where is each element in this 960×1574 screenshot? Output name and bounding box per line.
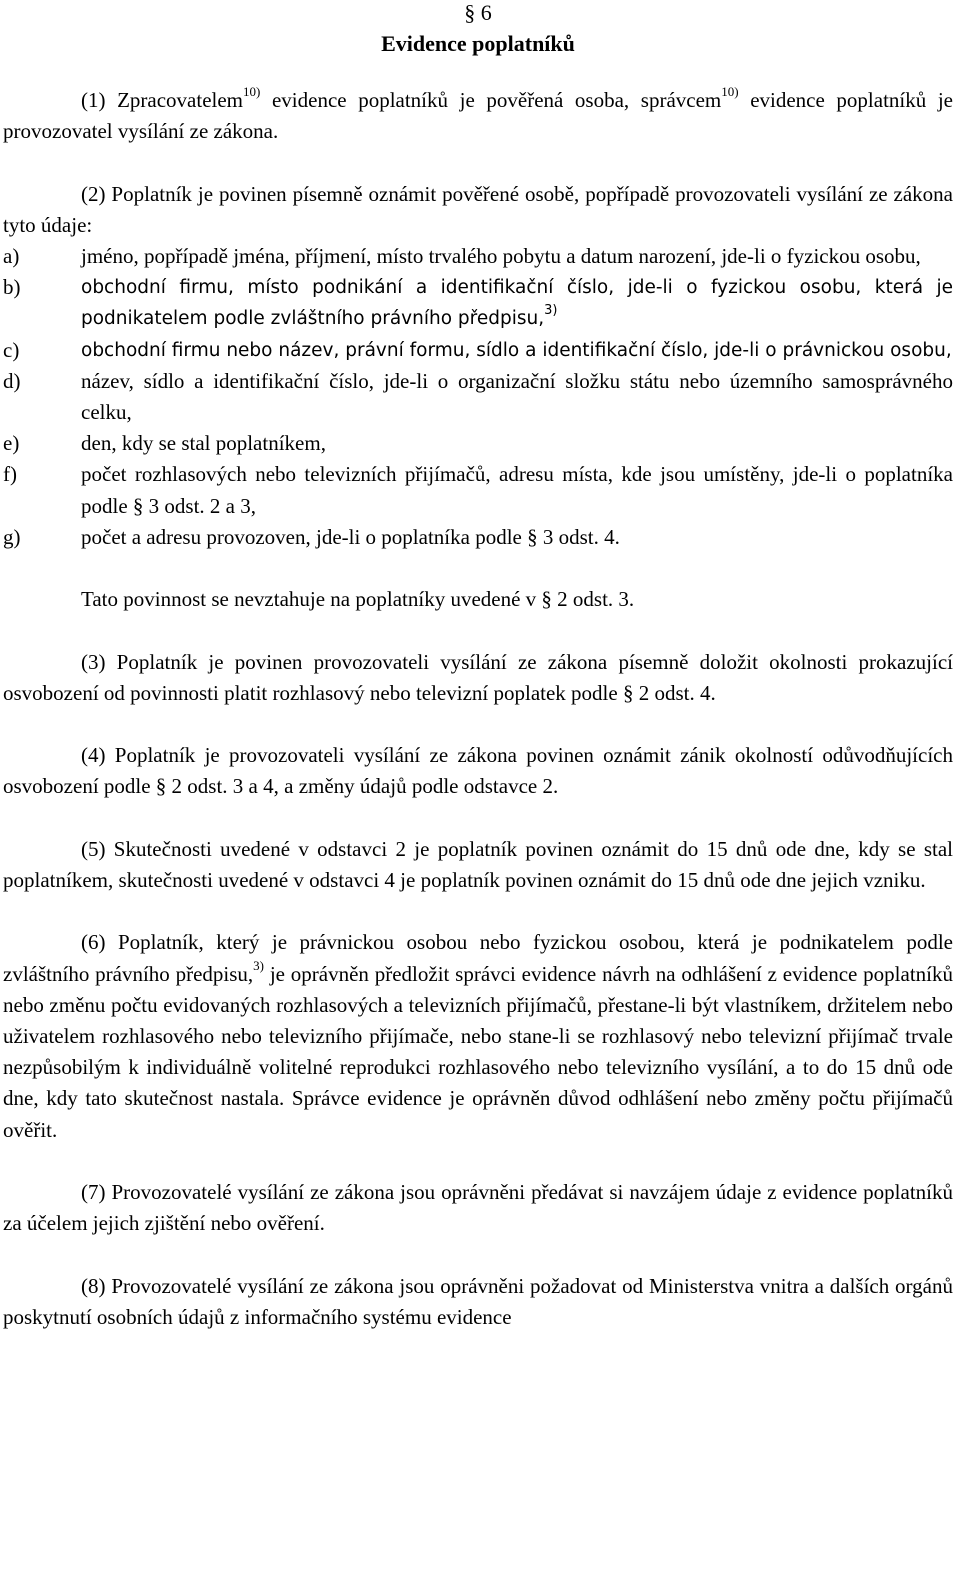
list-item-text: obchodní firmu, místo podnikání a identifikační číslo, jde-li o fyzickou osobu, která je podnikatelem podle zvláštního právního předpisu, bbox=[81, 277, 953, 330]
list-marker: a) bbox=[3, 244, 20, 268]
list-item-text: jméno, popřípadě jména, příjmení, místo trvalého pobytu a datum narození, jde-li o fyzickou osobu, bbox=[81, 244, 921, 268]
list-item bbox=[3, 366, 953, 428]
footnote-ref: 3) bbox=[544, 303, 558, 319]
paragraph-6 bbox=[3, 927, 953, 1145]
paragraph-4: (4) Poplatník je provozovateli vysílání ze zákona povinen oznámit zánik okolností odůvodňujících osvobození podle § 2 odst. 3 a 4, a změny údajů podle odstavce 2. bbox=[3, 743, 953, 799]
paragraph-1-text-b: evidence poplatníků je pověřená osoba, správcem bbox=[260, 88, 722, 112]
list-item bbox=[3, 459, 953, 521]
spacer bbox=[3, 59, 953, 85]
footnote-ref: 3) bbox=[253, 957, 265, 973]
list-item-text: den, kdy se stal poplatníkem, bbox=[81, 431, 326, 456]
list-item-text: obchodní firmu nebo název, právní formu, sídlo a identifikační číslo, jde-li o právnickou osobu, bbox=[81, 339, 952, 361]
paragraph-6-text-b: je oprávněn předložit správci evidence návrh na odhlášení z evidence poplatníků nebo změnu počtu evidovaných rozhlasových a televizních přijímačů, přestane-li být vlastníkem, držitelem nebo uživatelem rozhlasového nebo televizního přijímače, nebo stane-li se rozhlasový nebo televizní přijímač trvale nezpůsobilým k individuálně volitelné reprodukci rozhlasového nebo televizního vysílání, a to do 15 dnů ode dne, kdy tato skutečnost nastala. Správce evidence je oprávněn důvod odhlášení nebo změny počtu přijímačů ověřit. bbox=[3, 961, 953, 1142]
list-marker: f) bbox=[3, 462, 17, 487]
paragraph-5: (5) Skutečnosti uvedené v odstavci 2 je poplatník povinen oznámit do 15 dnů ode dne, kdy se stal poplatníkem, skutečnosti uvedené v odstavci 4 je poplatník povinen oznámit do 15 dnů ode dne jejich vzniku. bbox=[3, 836, 953, 892]
list-marker: e) bbox=[3, 431, 20, 456]
list-item bbox=[3, 335, 953, 366]
list-item bbox=[3, 272, 953, 334]
list-item-text: počet a adresu provozoven, jde-li o poplatníka podle § 3 odst. 4. bbox=[81, 524, 620, 549]
paragraph-2-note: Tato povinnost se nevztahuje na poplatníky uvedené v § 2 odst. 3. bbox=[81, 587, 635, 612]
section-title: Evidence poplatníků bbox=[381, 31, 575, 56]
list-marker: b) bbox=[3, 275, 21, 300]
footnote-ref: 10) bbox=[721, 84, 739, 99]
list-marker: g) bbox=[3, 524, 21, 549]
list-item-text: počet rozhlasových nebo televizních přijímačů, adresu místa, kde jsou umístěny, jde-li o poplatníka podle § 3 odst. 2 a 3, bbox=[81, 462, 953, 518]
paragraph-1-text-a: (1) Zpracovatelem bbox=[81, 88, 244, 112]
section-number: § 6 bbox=[464, 0, 492, 25]
spacer bbox=[3, 615, 953, 646]
spacer bbox=[3, 803, 953, 834]
paragraph-3: (3) Poplatník je povinen provozovateli vysílání ze zákona písemně doložit okolnosti prokazující osvobození od povinnosti platit rozhlasový nebo televizní poplatek podle § 2 odst. 4. bbox=[3, 649, 953, 705]
paragraph-1-text-c: evidence poplatníků je provozovatel vysílání ze zákona. bbox=[3, 88, 953, 144]
list-item bbox=[3, 428, 953, 459]
document-page bbox=[3, 0, 953, 1333]
spacer bbox=[3, 1146, 953, 1177]
paragraph-6-text-a: (6) Poplatník, který je právnickou osobou nebo fyzickou osobou, která je podnikatelem podle zvláštního právního předpisu, bbox=[3, 930, 953, 986]
list-marker: d) bbox=[3, 368, 21, 393]
footnote-ref: 10) bbox=[243, 84, 261, 99]
list-item bbox=[3, 522, 953, 553]
spacer bbox=[3, 553, 953, 584]
spacer bbox=[3, 1239, 953, 1270]
spacer bbox=[3, 896, 953, 927]
paragraph-8: (8) Provozovatelé vysílání ze zákona jsou oprávněni požadovat od Ministerstva vnitra a dalších orgánů poskytnutí osobních údajů z informačního systému evidence bbox=[3, 1273, 953, 1329]
spacer bbox=[3, 709, 953, 740]
list-item bbox=[3, 241, 953, 272]
paragraph-7: (7) Provozovatelé vysílání ze zákona jsou oprávněni předávat si navzájem údaje z evidence poplatníků za účelem jejich zjištění nebo ověření. bbox=[3, 1180, 953, 1236]
paragraph-1 bbox=[3, 85, 953, 147]
paragraph-2-intro: (2) Poplatník je povinen písemně oznámit pověřené osobě, popřípadě provozovateli vysílání ze zákona tyto údaje: bbox=[3, 181, 953, 237]
list-item-text: název, sídlo a identifikační číslo, jde-li o organizační složku státu nebo územního samosprávného celku, bbox=[81, 368, 953, 425]
list-marker: c) bbox=[3, 337, 20, 362]
spacer bbox=[3, 147, 953, 178]
